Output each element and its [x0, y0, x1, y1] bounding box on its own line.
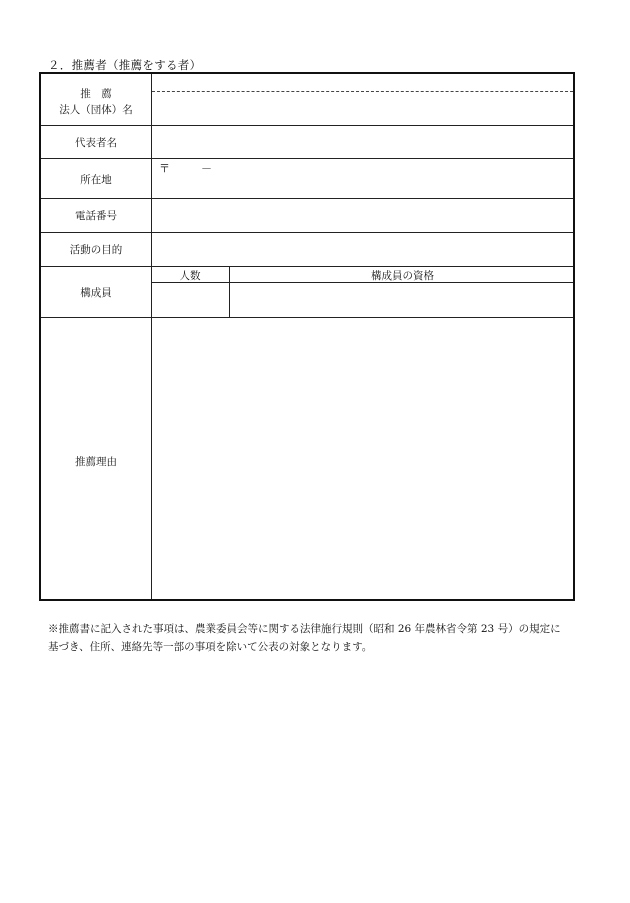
- postal-separator: －: [201, 162, 212, 175]
- row-divider: [41, 158, 573, 159]
- purpose-label: 活動の目的: [69, 244, 123, 256]
- members-label: 構成員: [80, 287, 112, 299]
- section-heading: ２．推薦者（推薦をする者）: [48, 58, 202, 72]
- furigana-guide-line: [152, 91, 573, 92]
- row-divider: [41, 317, 573, 318]
- phone-label: 電話番号: [75, 210, 117, 222]
- member-count-header: 人数: [179, 270, 201, 282]
- address-label: 所在地: [80, 174, 112, 186]
- recommender-form: [39, 72, 575, 601]
- reason-label: 推薦理由: [75, 456, 117, 468]
- row-divider: [41, 125, 573, 126]
- member-qualification-header: 構成員の資格: [371, 270, 434, 282]
- disclosure-note-line2: 基づき、住所、連絡先等一部の事項を除いて公表の対象となります。: [48, 641, 373, 653]
- recommend-label-line1: 推 薦: [80, 88, 112, 100]
- row-divider: [41, 232, 573, 233]
- row-divider: [41, 198, 573, 199]
- disclosure-note-line1: ※推薦書に記入された事項は、農業委員会等に関する法律施行規則（昭和 26 年農林省令第 23 号）の規定に: [48, 623, 561, 635]
- disclosure-note: [48, 620, 588, 656]
- postal-mark: 〒: [159, 162, 170, 175]
- row-divider: [41, 266, 573, 267]
- recommend-label-line2: 法人（団体）名: [59, 104, 133, 116]
- representative-label: 代表者名: [75, 137, 117, 149]
- label-column-divider: [151, 74, 152, 599]
